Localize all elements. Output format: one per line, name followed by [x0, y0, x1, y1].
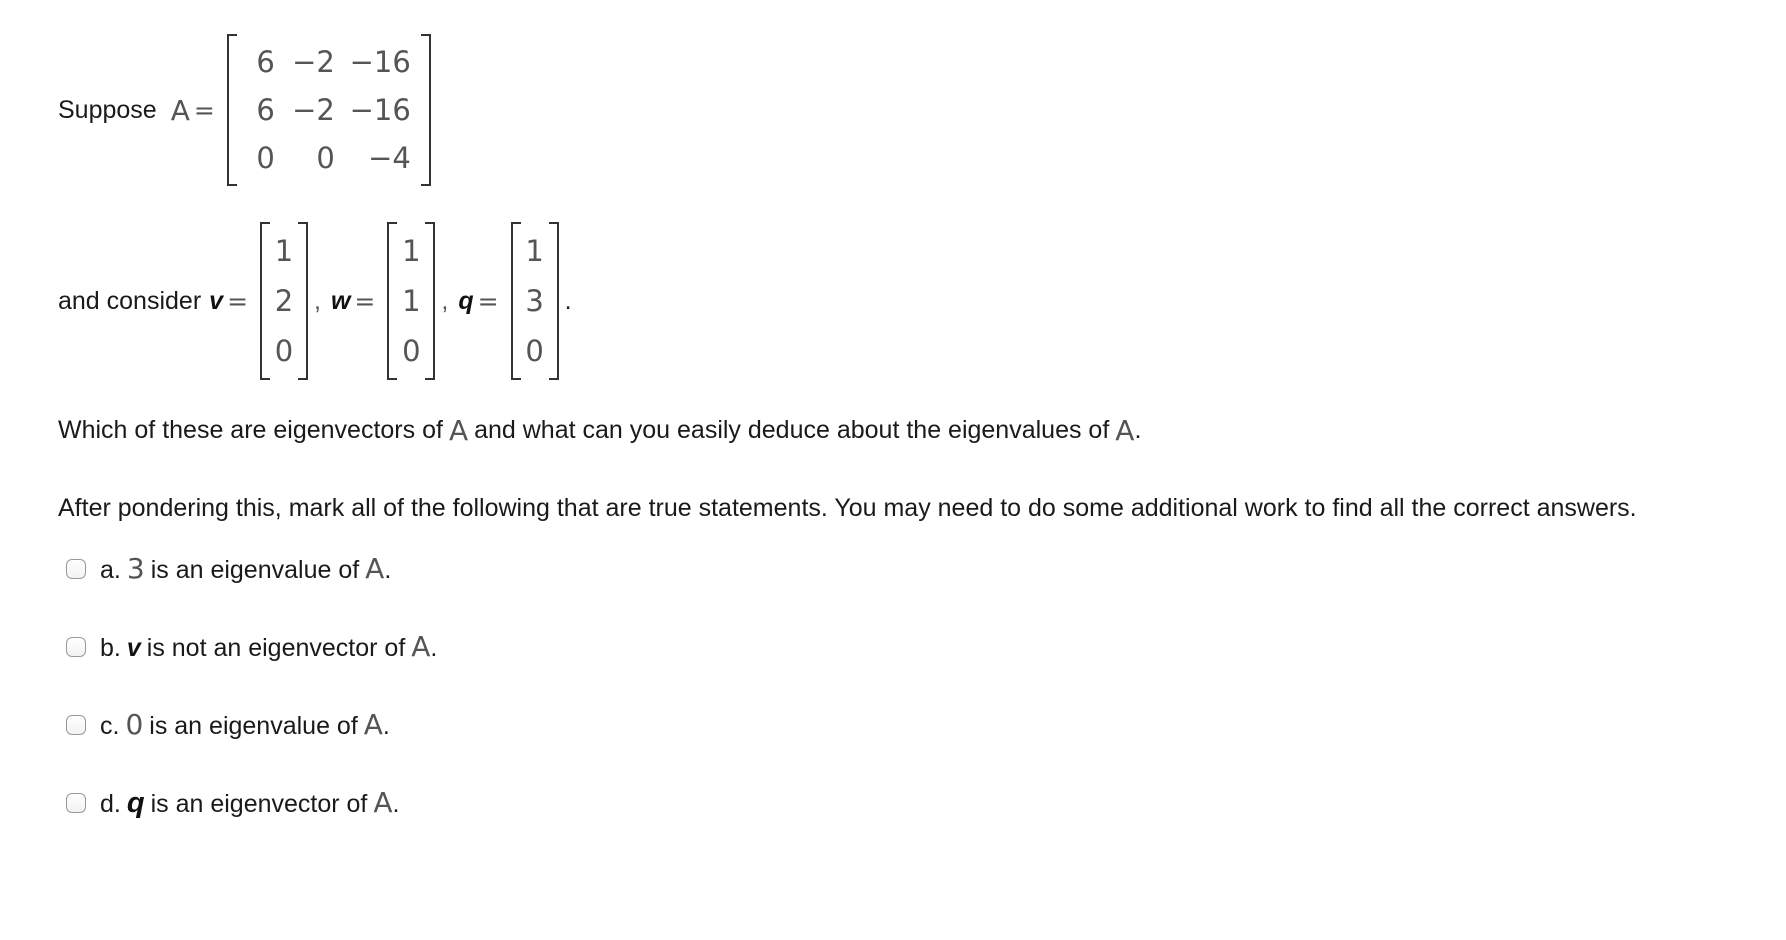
matrix-cell: 6 — [256, 45, 275, 79]
question-middle: and what can you easily deduce about the eigenvalues of — [474, 416, 1110, 444]
option-a — [66, 552, 391, 585]
matrix-cell: 0 — [316, 141, 335, 175]
option-c-label[interactable] — [100, 708, 390, 741]
option-letter: b. — [100, 634, 121, 662]
option-text: is not an eigenvector of — [146, 634, 406, 662]
period: . — [392, 790, 400, 818]
question-text — [58, 414, 1141, 447]
option-d-checkbox[interactable] — [66, 793, 86, 813]
option-target: A — [411, 630, 431, 663]
matrix-cell: −2 — [292, 45, 335, 79]
period: . — [430, 634, 438, 662]
equals-sign: = — [354, 286, 376, 316]
vector-cell: 2 — [274, 284, 294, 318]
matrix-cell: −2 — [292, 93, 335, 127]
vector-cell: 1 — [402, 234, 421, 268]
matrix-definition — [58, 34, 431, 186]
option-b — [66, 630, 437, 663]
period: . — [564, 286, 572, 315]
option-b-checkbox[interactable] — [66, 637, 86, 657]
matrix-cell: 6 — [256, 93, 275, 127]
option-target: A — [373, 786, 393, 819]
vector-v-name: v — [209, 286, 224, 315]
option-d — [66, 786, 399, 820]
period: . — [1134, 416, 1142, 444]
option-target: A — [363, 708, 383, 741]
period: . — [382, 712, 390, 740]
matrix-cell: 0 — [256, 141, 275, 175]
option-subject: q — [126, 787, 145, 819]
option-letter: d. — [100, 790, 121, 818]
option-d-label[interactable] — [100, 786, 399, 820]
matrix-ref: A — [448, 414, 469, 447]
equals-sign: = — [477, 286, 499, 316]
vector-w-name: w — [330, 286, 351, 315]
option-text: is an eigenvector of — [150, 790, 368, 818]
option-c-checkbox[interactable] — [66, 715, 86, 735]
option-subject: 3 — [126, 552, 145, 585]
vector-cell: 1 — [525, 234, 544, 268]
equals-sign: = — [193, 95, 215, 125]
vector-w — [387, 222, 435, 380]
option-a-label[interactable] — [100, 552, 391, 585]
period: . — [384, 556, 392, 584]
vector-cell: 0 — [402, 334, 421, 368]
vector-q-name: q — [458, 286, 474, 315]
vector-v — [260, 222, 308, 380]
option-text: is an eigenvalue of — [149, 712, 358, 740]
option-c — [66, 708, 390, 741]
equals-sign: = — [227, 286, 249, 316]
instructions: After pondering this, mark all of the following that are true statements. You may need to do some additional work to find all the correct answers. — [58, 494, 1637, 522]
option-b-label[interactable] — [100, 630, 437, 663]
option-target: A — [365, 552, 385, 585]
suppose-label: Suppose — [58, 95, 157, 124]
comma: , — [441, 286, 449, 315]
vector-cell: 0 — [525, 334, 544, 368]
vector-cell: 0 — [274, 334, 294, 368]
vectors-definition — [58, 222, 572, 380]
matrix-cell: −16 — [349, 45, 411, 79]
option-subject: 0 — [125, 708, 144, 741]
matrix-cell: −4 — [368, 141, 411, 175]
question-prefix: Which of these are eigenvectors of — [58, 416, 443, 444]
option-a-checkbox[interactable] — [66, 559, 86, 579]
option-text: is an eigenvalue of — [150, 556, 360, 584]
consider-label: and consider — [58, 286, 202, 315]
option-letter: c. — [100, 712, 120, 740]
matrix-name: A — [170, 93, 190, 127]
matrix-cell: −16 — [349, 93, 411, 127]
vector-q — [511, 222, 559, 380]
vector-cell: 3 — [525, 284, 544, 318]
vector-cell: 1 — [274, 234, 294, 268]
matrix-ref: A — [1115, 414, 1135, 447]
option-letter: a. — [100, 556, 121, 584]
option-subject: v — [126, 634, 141, 662]
matrix-a — [227, 34, 431, 186]
vector-cell: 1 — [402, 284, 421, 318]
comma: , — [314, 286, 321, 315]
